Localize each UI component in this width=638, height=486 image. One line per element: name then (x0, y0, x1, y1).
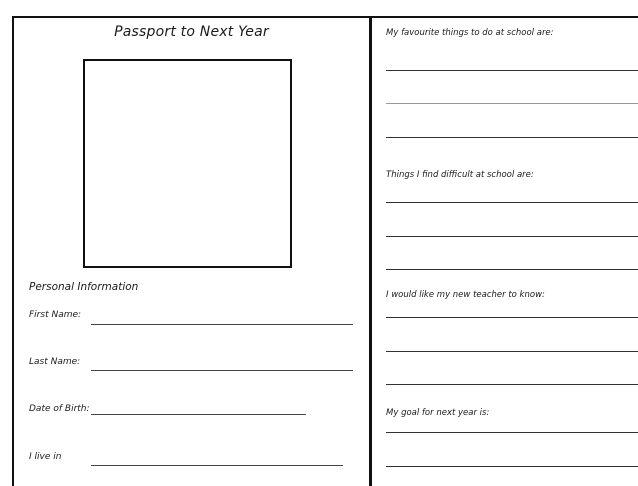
new-teacher-line-3[interactable] (386, 384, 638, 385)
favourite-things-prompt: My favourite things to do at school are: (386, 28, 554, 38)
personal-information-heading: Personal Information (29, 281, 139, 293)
date-of-birth-line[interactable] (91, 414, 306, 415)
first-name-label: First Name: (29, 310, 82, 320)
first-name-line[interactable] (91, 324, 353, 325)
favourite-things-line-3[interactable] (386, 137, 638, 138)
difficult-things-prompt: Things I find difficult at school are: (386, 170, 534, 180)
photo-box[interactable] (83, 59, 292, 268)
difficult-things-line-2[interactable] (386, 236, 638, 237)
difficult-things-line-3[interactable] (386, 269, 638, 270)
column-divider (369, 16, 372, 486)
favourite-things-line-2[interactable] (386, 103, 638, 104)
date-of-birth-label: Date of Birth: (29, 404, 90, 414)
goal-prompt: My goal for next year is: (386, 408, 490, 418)
i-live-in-line[interactable] (91, 465, 343, 466)
page-title: Passport to Next Year (114, 24, 269, 40)
favourite-things-line-1[interactable] (386, 70, 638, 71)
difficult-things-line-1[interactable] (386, 202, 638, 203)
i-live-in-label: I live in (29, 452, 62, 462)
last-name-label: Last Name: (29, 357, 81, 367)
goal-line-1[interactable] (386, 432, 638, 433)
new-teacher-line-1[interactable] (386, 317, 638, 318)
new-teacher-line-2[interactable] (386, 351, 638, 352)
goal-line-2[interactable] (386, 466, 638, 467)
new-teacher-prompt: I would like my new teacher to know: (386, 290, 545, 300)
last-name-line[interactable] (91, 370, 353, 371)
